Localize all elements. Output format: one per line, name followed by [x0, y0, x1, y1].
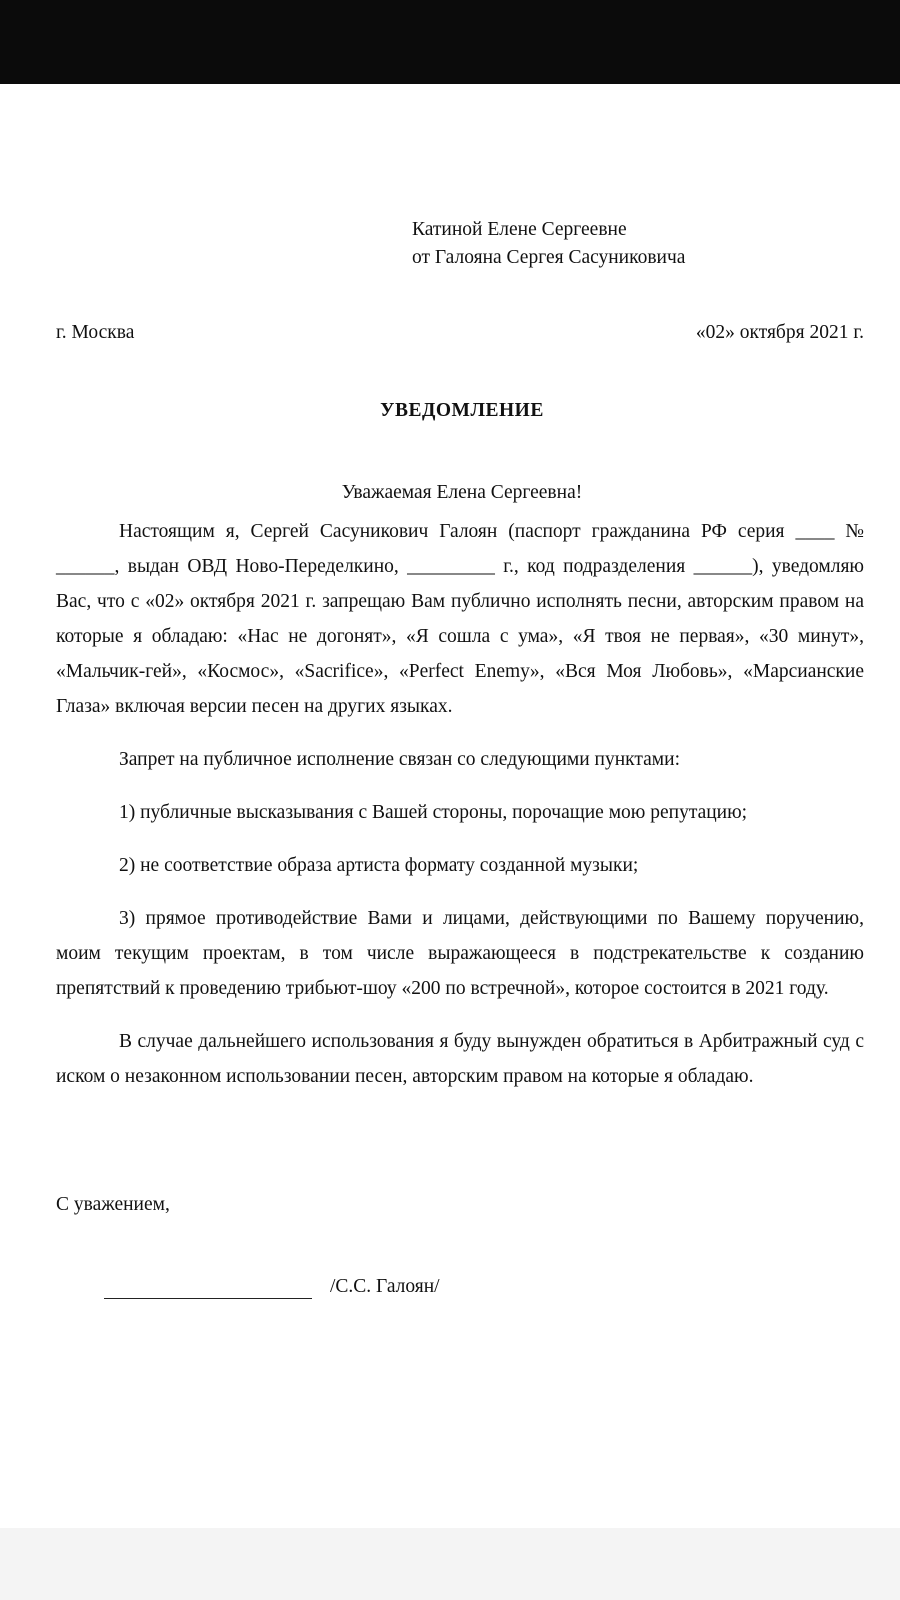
- paragraph-notice: Настоящим я, Сергей Сасуникович Галоян (паспорт гражданина РФ серия ____ № ______, выдан ОВД Ново-Переделкино, _________ г., код подразделения ______), уведомляю Вас, что с «02» октября 2021 г. запрещаю Вам публично исполнять песни, авторским правом на которые я обладаю: «Нас не догонят», «Я сошла с ума», «Я твоя не первая», «30 минут», «Мальчик-гей», «Космос», «Sacrifice», «Perfect Enemy», «Вся Моя Любовь», «Марсианские Глаза» включая версии песен на других языках.: [56, 521, 864, 717]
- addressee-from: от Галояна Сергея Сасуниковича: [412, 247, 686, 268]
- signature-line: [104, 1298, 312, 1299]
- paragraph-reason-3: 3) прямое противодействие Вами и лицами, действующими по Вашему поручению, моим текущим проектам, в том числе выражающееся в подстрекательстве к созданию препятствий к проведению трибьют-шоу «200 по встречной», которое состоится в 2021 году.: [56, 908, 864, 999]
- document-body: [56, 514, 864, 1094]
- document-page: [0, 84, 900, 1528]
- paragraph-reasons-intro: Запрет на публичное исполнение связан со следующими пунктами:: [119, 749, 680, 770]
- signature-name: /С.С. Галоян/: [330, 1276, 440, 1297]
- top-black-bar: [0, 0, 900, 84]
- paragraph-warning: В случае дальнейшего использования я буду вынужден обратиться в Арбитражный суд с иском о незаконном использовании песен, авторским правом на которые я обладаю.: [56, 1031, 864, 1087]
- paragraph-reason-1: 1) публичные высказывания с Вашей стороны, порочащие мою репутацию;: [119, 802, 748, 823]
- city: г. Москва: [56, 322, 135, 343]
- bottom-bar: [0, 1528, 900, 1600]
- greeting: Уважаемая Елена Сергеевна!: [341, 482, 583, 503]
- paragraph-reason-2: 2) не соответствие образа артиста формату созданной музыки;: [119, 855, 639, 876]
- addressee-block: [412, 216, 685, 272]
- addressee-to: Катиной Елене Сергеевне: [412, 219, 627, 240]
- document-date: «02» октября 2021 г.: [695, 322, 864, 343]
- document-title: УВЕДОМЛЕНИЕ: [380, 400, 544, 421]
- closing: С уважением,: [56, 1194, 170, 1215]
